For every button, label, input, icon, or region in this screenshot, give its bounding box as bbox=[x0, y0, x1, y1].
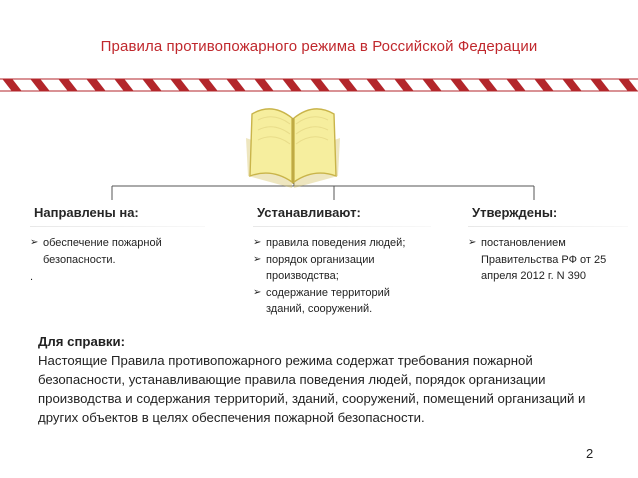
column-heading: Утверждены: bbox=[468, 200, 628, 226]
page-title: Правила противопожарного режима в Российской Федерации bbox=[100, 38, 538, 55]
reference-text: Настоящие Правила противопожарного режима содержат требования пожарной безопасности, устанавливающие правила поведения людей, порядок организации производства и содержания территорий, зданий, сооружений, помещений организаций и других объектов в целях обеспечения пожарной безопасности. bbox=[38, 353, 586, 425]
open-book-icon bbox=[238, 96, 348, 196]
stray-dot: . bbox=[30, 271, 34, 283]
column-list bbox=[30, 235, 205, 268]
striped-ribbon bbox=[0, 76, 638, 94]
column-establish bbox=[253, 200, 431, 318]
list-item: ➢ обеспечение пожарной безопасности. bbox=[30, 237, 162, 266]
column-directed-at bbox=[30, 200, 205, 284]
arrow-bullet-icon: ➢ bbox=[253, 237, 262, 248]
list-item: ➢ постановлением Правительства РФ от 25 апреля 2012 г. N 390 bbox=[468, 237, 607, 282]
column-list bbox=[468, 235, 628, 285]
arrow-bullet-icon: ➢ bbox=[253, 286, 262, 298]
arrow-bullet-icon: ➢ bbox=[468, 237, 477, 248]
column-heading: Направлены на: bbox=[30, 200, 205, 226]
arrow-bullet-icon: ➢ bbox=[30, 237, 39, 248]
page-number: 2 bbox=[586, 446, 594, 461]
list-item: ➢ правила поведения людей; bbox=[253, 235, 431, 252]
list-item: ➢ порядок организации производства; bbox=[253, 253, 375, 282]
column-heading: Устанавливают: bbox=[253, 200, 431, 226]
column-list bbox=[253, 235, 431, 318]
arrow-bullet-icon: ➢ bbox=[253, 253, 262, 265]
list-item: ➢ содержание территорий зданий, сооружений. bbox=[253, 286, 390, 315]
reference-heading: Для справки: bbox=[38, 334, 126, 349]
column-approved bbox=[468, 200, 628, 285]
reference-block bbox=[38, 332, 618, 427]
